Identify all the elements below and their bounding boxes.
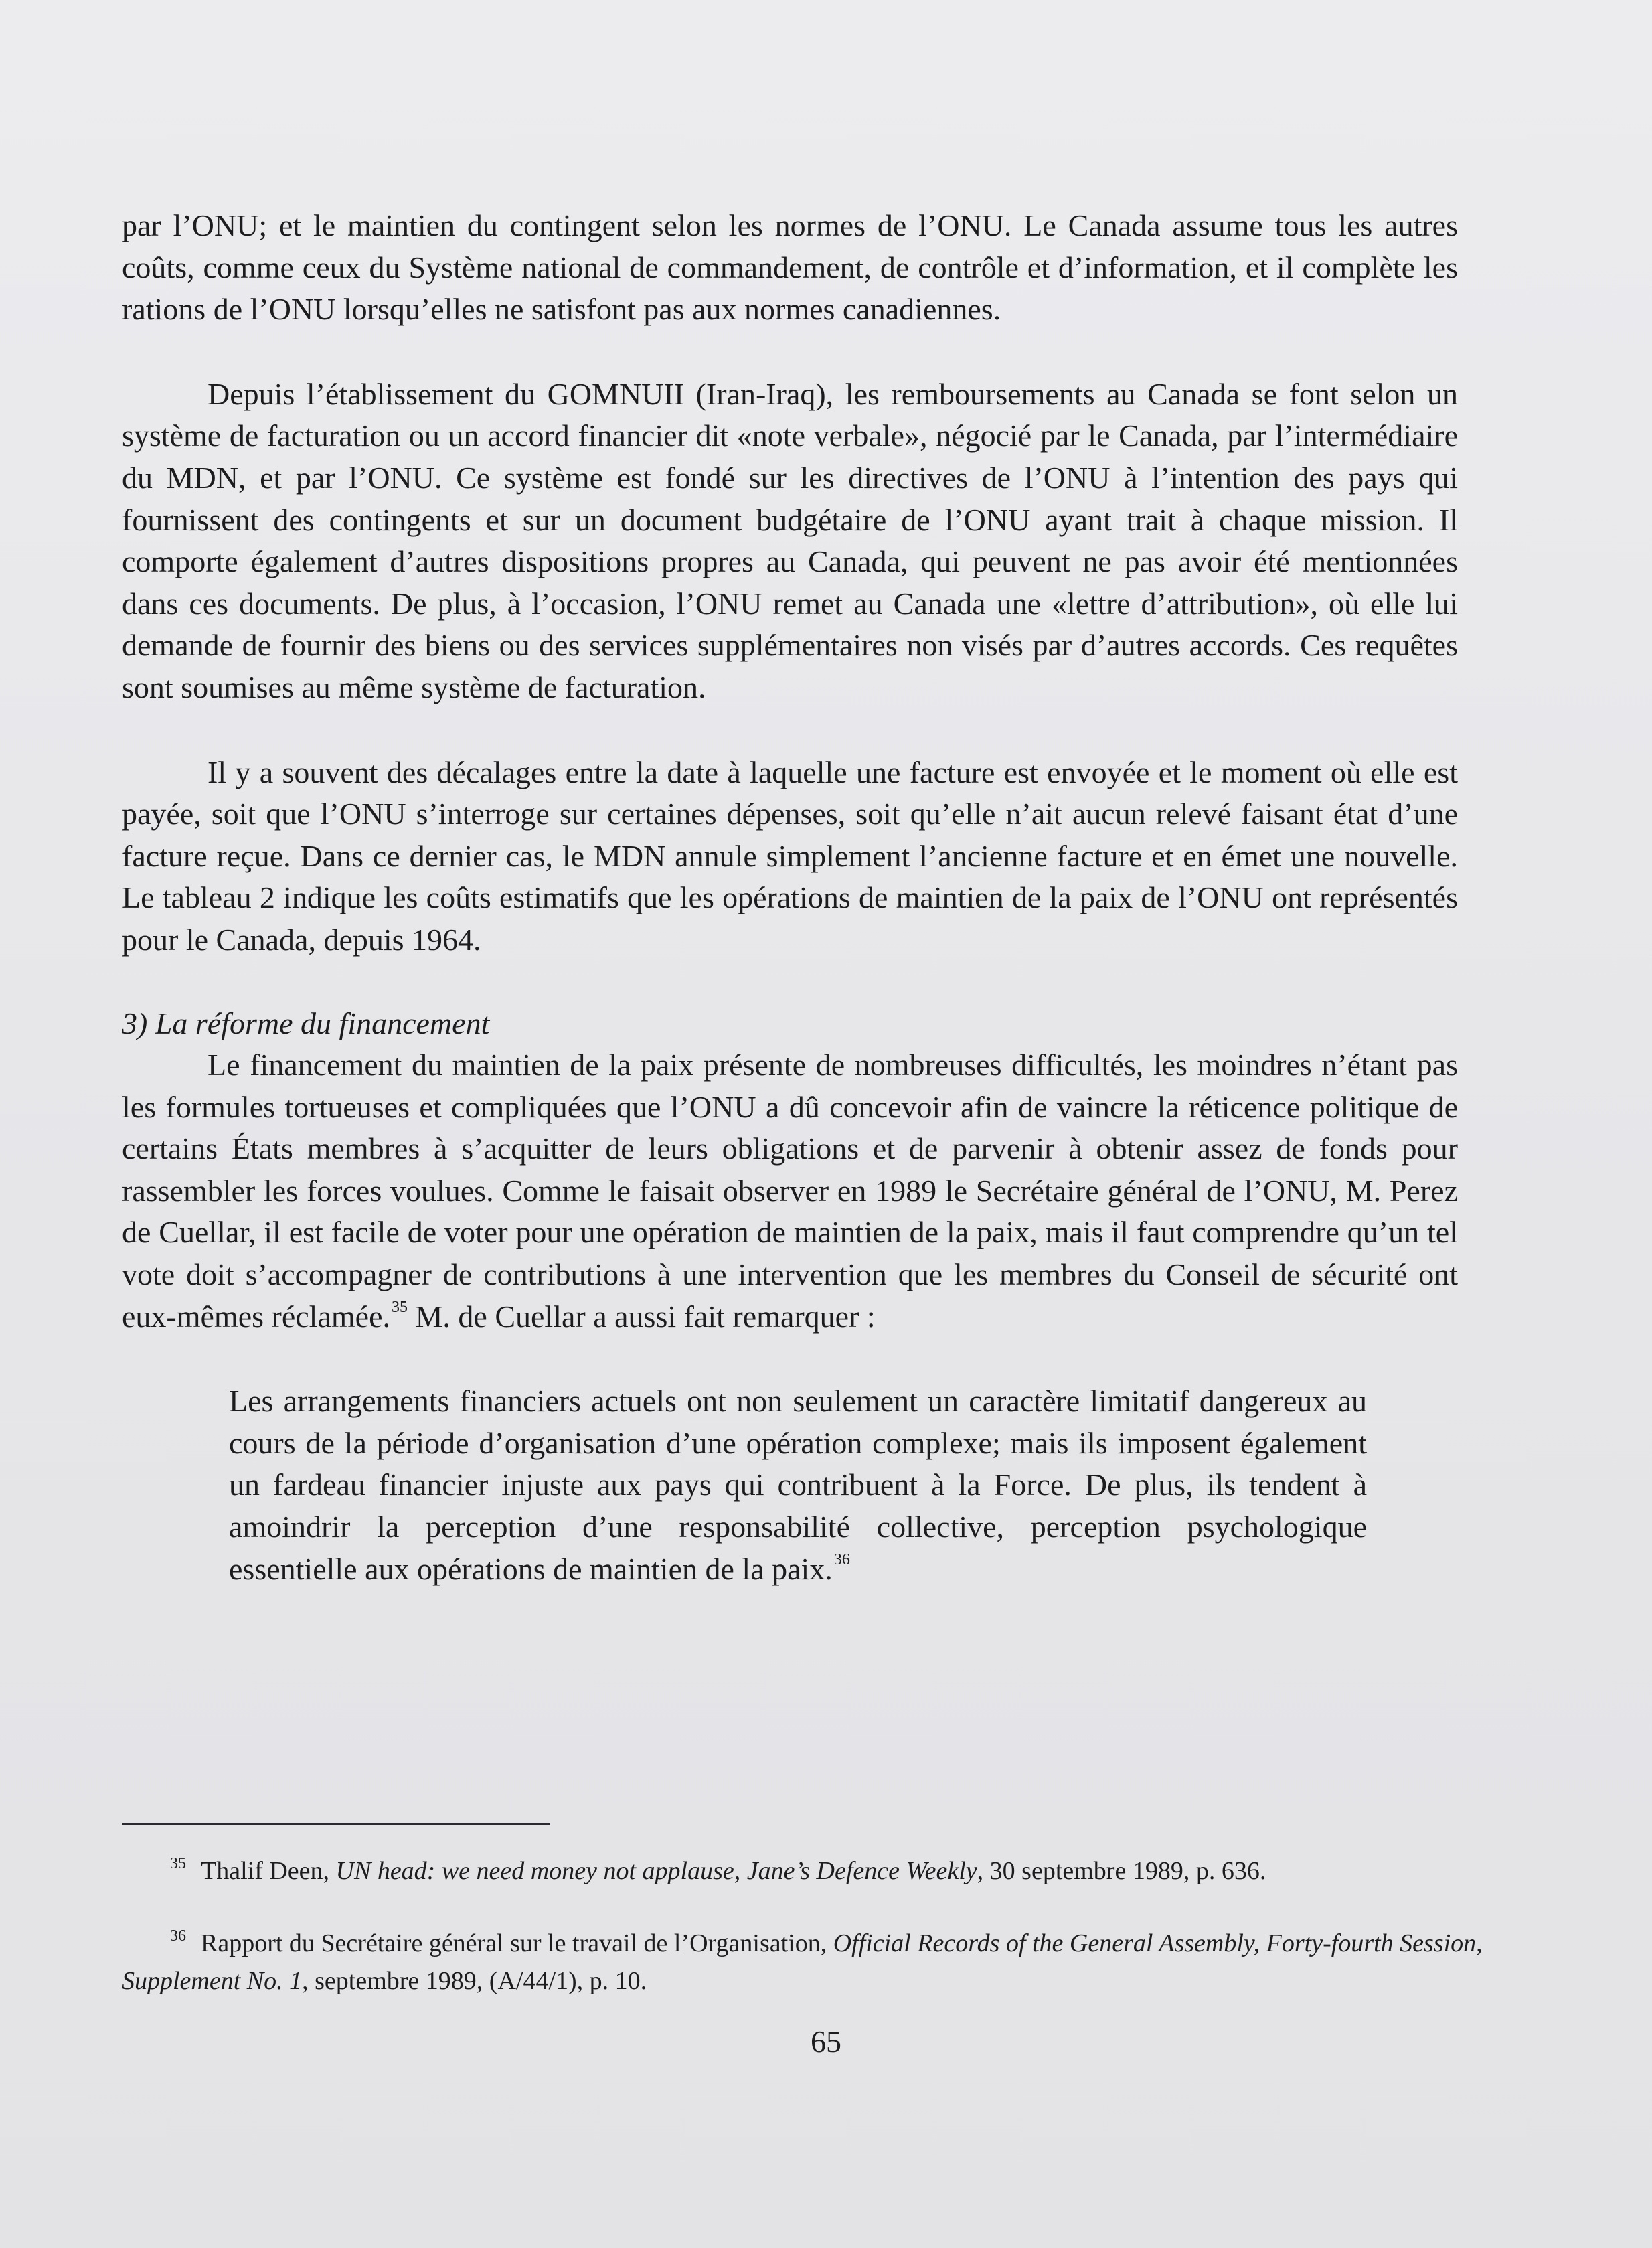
body-text — [122, 205, 1458, 1590]
paragraph-4-main: Le financement du maintien de la paix présente de nombreuses difficultés, les moindres n’étant pas les formules tortueuses et compliquées que l’ONU a dû concevoir afin de vaincre la réticence politique de certains États membres à s’acquitter de leurs obligations et de parvenir à obtenir assez de fonds pour rassembler les forces voulues. Comme le faisait observer en 1989 le Secrétaire général de l’ONU, M. Perez de Cuellar, il est facile de voter pour une opération de maintien de la paix, mais il faut comprendre qu’un tel vote doit s’accompagner de contributions à une intervention que les membres du Conseil de sécurité ont eux-mêmes réclamée. — [122, 1048, 1458, 1334]
block-quote — [229, 1380, 1367, 1590]
footnote-details: , septembre 1989, (A/44/1), p. 10. — [302, 1967, 647, 1995]
footnote-details: , 30 septembre 1989, p. 636. — [977, 1857, 1266, 1885]
paragraph-4-tail: M. de Cuellar a aussi fait remarquer : — [408, 1299, 876, 1334]
section-heading: 3) La réforme du financement — [122, 1006, 490, 1040]
footnote-separator — [122, 1823, 550, 1825]
paragraph-3: Il y a souvent des décalages entre la date à laquelle une facture est envoyée et le moment où elle est payée, soit que l’ONU s’interroge sur certaines dépenses, soit qu’elle n’ait aucun relevé faisant état d’une facture reçue. Dans ce dernier cas, le MDN annule simplement l’ancienne facture et en émet une nouvelle. Le tableau 2 indique les coûts estimatifs que les opérations de maintien de la paix de l’ONU ont représentés pour le Canada, depuis 1964. — [122, 754, 1458, 957]
footnote-35 — [122, 1845, 1501, 1890]
footnote-ref-35[interactable]: 35 — [392, 1298, 408, 1316]
paragraph-4 — [122, 1044, 1458, 1338]
footnote-author: Rapport du Secrétaire général sur le travail de l’Organisation, — [201, 1929, 833, 1957]
paragraph-1: par l’ONU; et le maintien du contingent selon les normes de l’ONU. Le Canada assume tous les autres coûts, comme ceux du Système national de commandement, de contrôle et d’information, et il complète les rations de l’ONU lorsqu’elles ne satisfont pas aux normes canadiennes. — [122, 208, 1458, 327]
block-quote-text: Les arrangements financiers actuels ont non seulement un caractère limitatif dangereux au cours de la période d’organisation d’une opération complexe; mais ils imposent également un fardeau financier injuste aux pays qui contribuent à la Force. De plus, ils tendent à amoindrir la perception d’une responsabilité collective, perception psychologique essentielle aux opérations de maintien de la paix. — [229, 1384, 1367, 1586]
footnote-number: 36 — [170, 1927, 186, 1945]
footnote-author: Thalif Deen, — [201, 1857, 336, 1885]
page-number: 65 — [811, 2024, 841, 2059]
paragraph-2: Depuis l’établissement du GOMNUII (Iran-Iraq), les remboursements au Canada se font selon un système de facturation ou un accord financier dit «note verbale», négocié par le Canada, par l’intermédiaire du MDN, et par l’ONU. Ce système est fondé sur les directives de l’ONU à l’intention des pays qui fournissent des contingents et sur un document budgétaire de l’ONU ayant trait à chaque mission. Il comporte également d’autres dispositions propres au Canada, qui peuvent ne pas avoir été mentionnées dans ces documents. De plus, à l’occasion, l’ONU remet au Canada une «lettre d’attribution», où elle lui demande de fournir des biens ou des services supplémentaires non visés par d’autres accords. Ces requêtes sont soumises au même système de facturation. — [122, 376, 1458, 704]
footnote-ref-36[interactable]: 36 — [833, 1550, 850, 1569]
footnote-36 — [122, 1917, 1501, 2000]
footnote-number: 35 — [170, 1855, 186, 1872]
footnote-title: Official Records of the General Assembly, Forty-fourth Session, Supplement No. 1 — [122, 1929, 1483, 1995]
footnote-title: UN head: we need money not applause, Jane’s Defence Weekly — [335, 1857, 977, 1885]
